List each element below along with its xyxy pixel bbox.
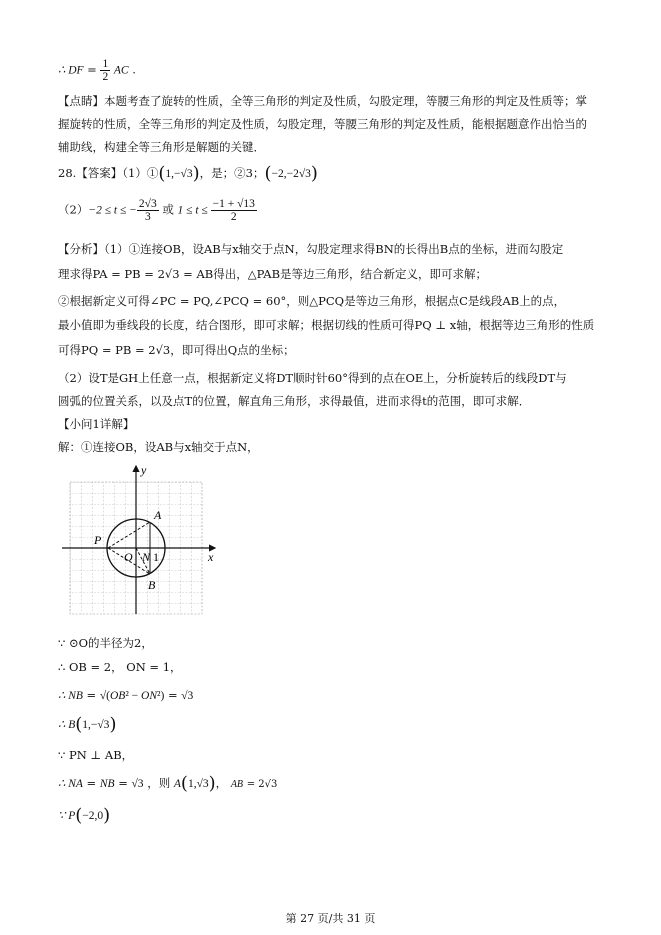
label-o: O: [124, 550, 133, 564]
label-1: 1: [153, 550, 159, 564]
line-analysis-3: ②根据新定义可得∠PC = PQ,∠PCQ = 60°，则△PCQ是等边三角形，根据点C是线段AB上的点，: [58, 294, 566, 308]
line-df-equals-half-ac: ∴ DF = $\frac{1}{2}$ AC .: [58, 58, 136, 83]
line-analysis-4: 最小值即为垂线段的长度，结合图形，即可求解；根据切线的性质可得PQ ⊥ x轴，根据等边三角形的性质: [58, 318, 595, 332]
line-pn-perp-ab: ∵ PN ⊥ AB，: [58, 748, 134, 762]
label-x: x: [208, 550, 214, 564]
line-point-p: ∵ P(−2,0): [58, 805, 111, 826]
line-solution-start: 解：①连接OB，设AB与x轴交于点N，: [58, 440, 259, 454]
line-na-nb: ∴ NA = NB = √3 ，则 A(1,√3)， AB = 2√3: [58, 773, 278, 794]
label-b: B: [148, 578, 156, 592]
line-radius: ∵ ⊙O的半径为2，: [58, 636, 153, 650]
line-analysis-1: 【分析】（1）①连接OB，设AB与x轴交于点N，勾股定理求得BN的长得出B点的坐标，进而勾股定: [58, 242, 564, 256]
coordinate-figure: [60, 462, 220, 622]
line-point-b: ∴ B(1,−√3): [58, 714, 117, 735]
line-dianjing-3: 辅助线，构建全等三角形是解题的关键．: [58, 140, 265, 154]
line-dianjing-2: 握旋转的性质，全等三角形的判定及性质，勾股定理，等腰三角形的判定及性质，能根据题意作出恰当的: [58, 117, 587, 131]
line-analysis-6: （2）设T是GH上任意一点，根据新定义将DT顺时针60°得到的点在OE上，分析旋转后的线段DT与: [58, 371, 567, 385]
line-answer-28-part1: 28.【答案】（1）①(1,−√3)，是；②3；(−2,−2√3): [58, 163, 318, 184]
line-analysis-7: 圆弧的位置关系，以及点T的位置，解直角三角形，求得最值，进而求得t的范围，即可求解．: [58, 394, 531, 408]
label-a: A: [154, 508, 162, 522]
line-answer-28-part2: （2）−2 ≤ t ≤ − $\frac{2√3}{3}$ 或 1 ≤ t ≤ $\frac{-1 + √13}{2}$: [58, 198, 255, 223]
label-n: N: [142, 550, 151, 564]
line-analysis-2: 理求得PA = PB = 2√3 = AB得出，△PAB是等边三角形，结合新定义，即可求解；: [58, 267, 488, 281]
line-subquestion-heading: 【小问1详解】: [58, 417, 135, 431]
line-dianjing-1: 【点睛】本题考查了旋转的性质，全等三角形的判定及性质，勾股定理，等腰三角形的判定及性质等；掌: [58, 94, 587, 108]
line-analysis-5: 可得PQ = PB = 2√3，即可得出Q点的坐标；: [58, 343, 295, 357]
line-nb: ∴ NB = √(OB² − ON²) = √3: [58, 688, 194, 702]
fraction-one-half: $\frac{1}{2}$: [102, 58, 109, 83]
label-p: P: [94, 533, 102, 547]
label-y: y: [141, 463, 147, 477]
page-footer: 第 27 页/共 31 页: [285, 912, 376, 925]
line-ob-on: ∴ OB = 2， ON = 1，: [58, 660, 182, 674]
